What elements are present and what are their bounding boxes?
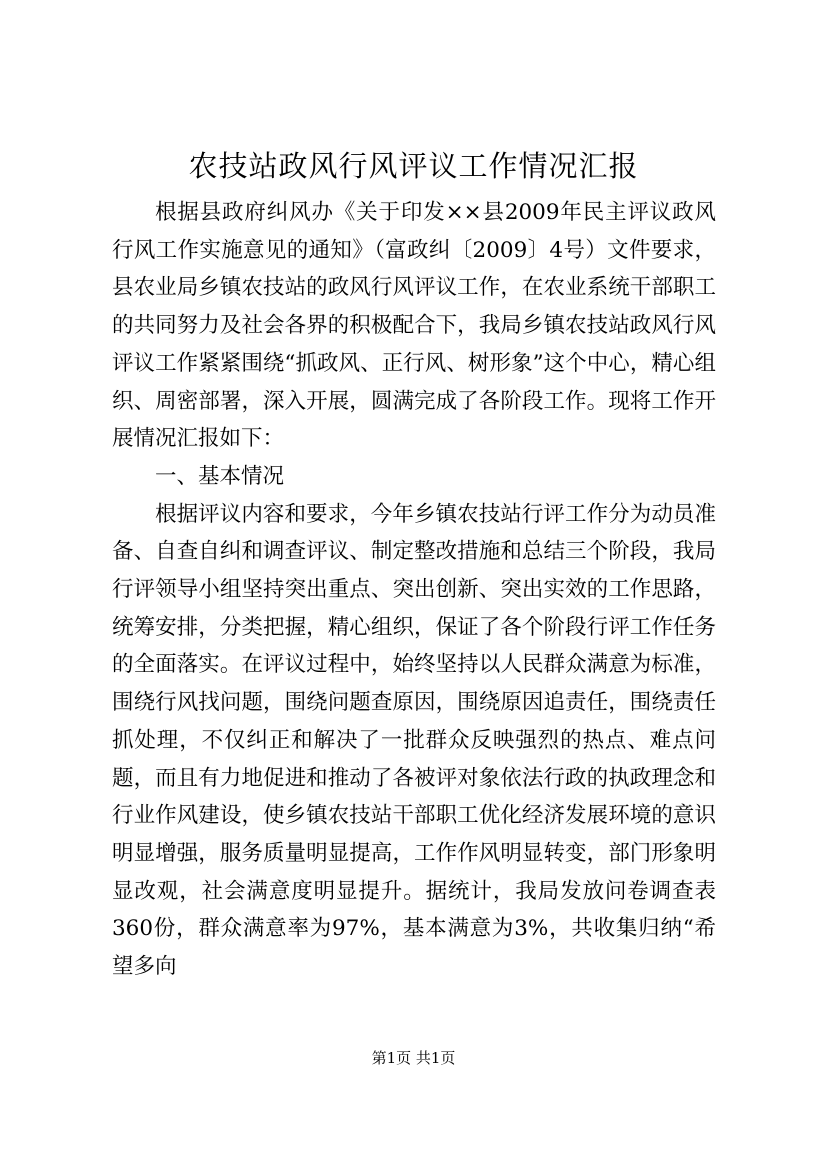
paragraph-basic-situation: 根据评议内容和要求，今年乡镇农技站行评工作分为动员准备、自查自纠和调查评议、制定整改措施和总结三个阶段，我局行评领导小组坚持突出重点、突出创新、突出实效的工作思路，统筹安排，分类把握，精心组织，保证了各个阶段行评工作任务的全面落实。在评议过程中，始终坚持以人民群众满意为标准，围绕行风找问题，围绕问题查原因，围绕原因追责任，围绕责任抓处理，不仅纠正和解决了一批群众反映强烈的热点、难点问题，而且有力地促进和推动了各被评对象依法行政的执政理念和行业作风建设，使乡镇农技站干部职工优化经济发展环境的意识明显增强，服务质量明显提高，工作作风明显转变，部门形象明显改观，社会满意度明显提升。据统计，我局发放问卷调查表360份，群众满意率为97%，基本满意为3%，共收集归纳“希望多向 [112, 501, 716, 980]
document-title: 农技站政风行风评议工作情况汇报 [188, 149, 639, 183]
paragraph-intro: 根据县政府纠风办《关于印发××县2009年民主评议政风行风工作实施意见的通知》（富政纠〔2009〕4号）文件要求，县农业局乡镇农技站的政风行风评议工作，在农业系统干部职工的共同努力及社会各界的积极配合下，我局乡镇农技站政风行风评议工作紧紧围绕“抓政风、正行风、树形象”这个中心，精心组织、周密部署，深入开展，圆满完成了各阶段工作。现将工作开展情况汇报如下： [112, 200, 716, 452]
page-number-footer: 第1页 共1页 [371, 1049, 456, 1067]
section-heading-basic-situation: 一、基本情况 [155, 463, 285, 489]
document-body [112, 194, 716, 986]
